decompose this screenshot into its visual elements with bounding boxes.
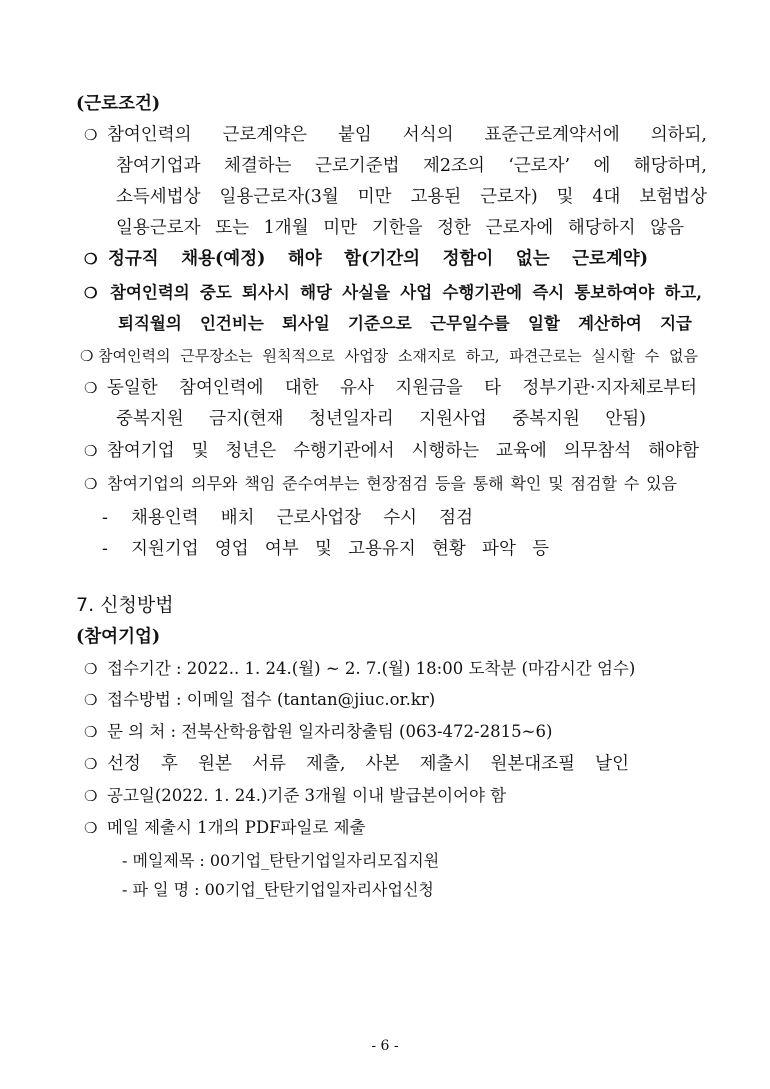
circle-bullet-icon: ❍ — [84, 660, 98, 678]
circle-bullet-icon: ❍ — [84, 755, 98, 773]
section-heading-work-conditions: (근로조건) — [76, 94, 161, 114]
section-title-application: 7. 신청방법 — [76, 594, 174, 616]
sub-item-text: 채용인력 배치 근로사업장 수시 점검 — [131, 508, 473, 528]
circle-bullet-icon: ❍ — [84, 442, 98, 460]
sub-item-text: - 파 일 명 : 00기업_탄탄기업일자리사업신청 — [122, 880, 434, 899]
page-number: - 6 - — [371, 1038, 399, 1054]
item-text: 참여인력의 근무장소는 원칙적으로 사업장 소재지로 하고, 파견근로는 실시할 수 없음 — [98, 347, 698, 365]
item-text: 메일 제출시 1개의 PDF파일로 제출 — [107, 818, 366, 837]
circle-bullet-icon: ❍ — [84, 691, 98, 709]
circle-bullet-icon: ❍ — [84, 475, 98, 493]
item-text: 문 의 처 : 전북산학융합원 일자리창출팀 (063-472-2815~6) — [107, 722, 553, 741]
item-text: 동일한 참여인력에 대한 유사 지원금을 타 정부기관·지자체로부터 — [107, 378, 697, 398]
circle-bullet-icon: ❍ — [84, 250, 98, 268]
item-text: 공고일(2022. 1. 24.)기준 3개월 이내 발급본이어야 함 — [107, 786, 507, 805]
item-text: 일용근로자 또는 1개월 미만 기한을 정한 근로자에 해당하지 않음 — [116, 218, 684, 238]
item-text: 참여인력의 근로계약은 붙임 서식의 표준근로계약서에 의하되, — [107, 125, 707, 145]
circle-bullet-icon: ❍ — [84, 723, 98, 741]
item-text: 참여인력의 중도 퇴사시 해당 사실을 사업 수행기관에 즉시 통보하여야 하고, — [110, 283, 702, 302]
section-heading-participating-companies: (참여기업) — [76, 627, 161, 647]
circle-bullet-icon: ❍ — [84, 284, 98, 302]
item-text: 접수방법 : 이메일 접수 (tantan@jiuc.or.kr) — [107, 690, 436, 709]
dash-bullet: - — [102, 508, 108, 528]
item-text: 참여기업 및 청년은 수행기관에서 시행하는 교육에 의무참석 해야함 — [107, 441, 699, 461]
item-text: 정규직 채용(예정) 해야 함(기간의 정함이 없는 근로계약) — [108, 249, 648, 269]
item-text: 퇴직월의 인건비는 퇴사일 기준으로 근무일수를 일할 계산하여 지급 — [118, 314, 692, 333]
circle-bullet-icon: ❍ — [84, 126, 98, 144]
item-text: 선정 후 원본 서류 제출, 사본 제출시 원본대조필 날인 — [107, 754, 629, 774]
circle-bullet-icon: ❍ — [84, 379, 98, 397]
item-text: 접수기간 : 2022.. 1. 24.(월) ~ 2. 7.(월) 18:00 도착분 (마감시간 엄수) — [107, 659, 636, 678]
circle-bullet-icon: ❍ — [80, 347, 94, 365]
item-text: 소득세법상 일용근로자(3월 미만 고용된 근로자) 및 4대 보험법상 — [116, 187, 707, 207]
circle-bullet-icon: ❍ — [84, 787, 98, 805]
item-text: 참여기업과 체결하는 근로기준법 제2조의 ‘근로자’ 에 해당하며, — [116, 156, 707, 176]
dash-bullet: - — [102, 539, 108, 559]
sub-item-text: - 메일제목 : 00기업_탄탄기업일자리모집지원 — [122, 851, 440, 870]
circle-bullet-icon: ❍ — [84, 819, 98, 837]
item-text: 참여기업의 의무와 책임 준수여부는 현장점검 등을 통해 확인 및 점검할 수 있음 — [107, 474, 677, 493]
item-text: 중복지원 금지(현재 청년일자리 지원사업 중복지원 안됨) — [116, 409, 646, 429]
sub-item-text: 지원기업 영업 여부 및 고용유지 현황 파악 등 — [131, 539, 549, 559]
